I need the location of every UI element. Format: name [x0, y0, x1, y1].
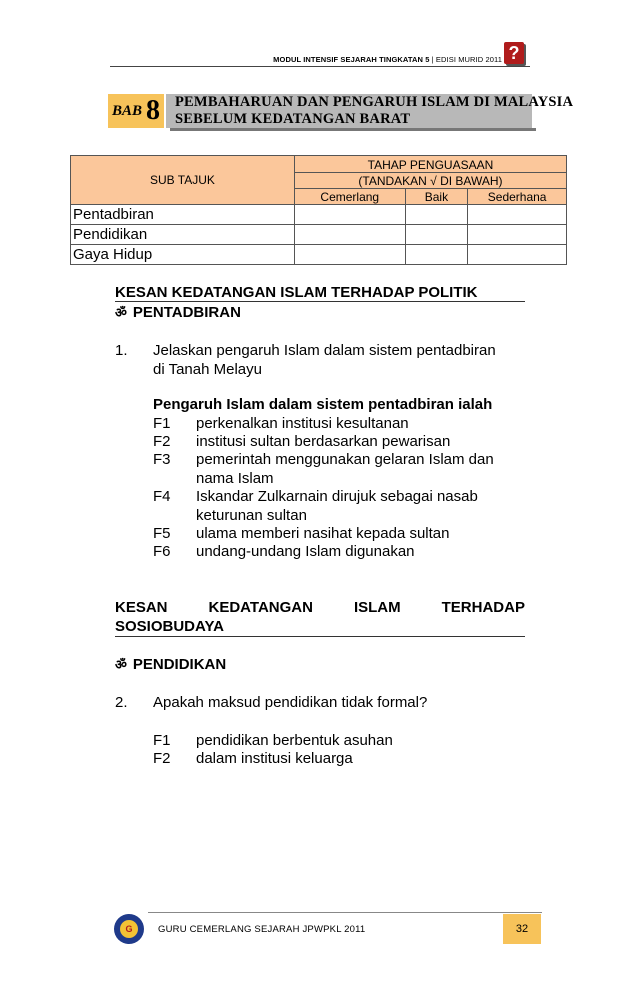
row-label: Gaya Hidup [71, 245, 295, 265]
checkbox-cell[interactable] [405, 205, 468, 225]
point-label: F1 [153, 732, 171, 749]
running-header [258, 55, 502, 64]
point-label: F5 [153, 525, 171, 542]
chapter-word: BAB [111, 102, 142, 119]
table-row [71, 225, 567, 245]
point-label: F3 [153, 451, 171, 468]
row-label: Pendidikan [71, 225, 295, 245]
point-text: perkenalkan institusi kesultanan [196, 415, 409, 432]
header-rule [110, 66, 530, 67]
chapter-title-bar [166, 94, 574, 128]
level-sederhana: Sederhana [468, 189, 567, 205]
point-text: undang-undang Islam digunakan [196, 543, 415, 560]
question-text-line1: Jelaskan pengaruh Islam dalam sistem pentadbiran [153, 342, 496, 359]
row-label: Pentadbiran [71, 205, 295, 225]
school-logo [114, 914, 144, 944]
heading-word: ISLAM [353, 599, 401, 616]
heading-word: TERHADAP [441, 599, 525, 616]
heading-word: KESAN [115, 599, 168, 616]
point-text: dalam institusi keluarga [196, 750, 353, 767]
table-row [71, 205, 567, 225]
checkbox-cell[interactable] [294, 225, 405, 245]
point-label: F2 [153, 433, 171, 450]
mastery-level-header: TAHAP PENGUASAAN [294, 156, 566, 173]
point-label: F2 [153, 750, 171, 767]
point-text-continued: nama Islam [196, 470, 274, 487]
chapter-title-line1: PEMBAHARUAN DAN PENGARUH ISLAM DI MALAYSIA [175, 94, 574, 110]
answer-heading: Pengaruh Islam dalam sistem pentadbiran ialah [153, 396, 493, 413]
heading-word: KEDATANGAN [208, 599, 313, 616]
point-text: ulama memberi nasihat kepada sultan [196, 525, 450, 542]
subheading-pendidikan [115, 655, 226, 674]
question-text-line2: di Tanah Melayu [153, 361, 262, 378]
logo-letter: G [120, 920, 138, 938]
question-text: Apakah maksud pendidikan tidak formal? [153, 694, 428, 711]
subheading-label: PENTADBIRAN [132, 304, 241, 321]
point-text: pendidikan berbentuk asuhan [196, 732, 393, 749]
point-label: F1 [153, 415, 171, 432]
section-heading-sosiobudaya [115, 598, 525, 617]
checkbox-cell[interactable] [468, 205, 567, 225]
checkbox-cell[interactable] [294, 245, 405, 265]
level-baik: Baik [405, 189, 468, 205]
section-rule [115, 636, 525, 637]
point-text: institusi sultan berdasarkan pewarisan [196, 433, 451, 450]
subheading-label: PENDIDIKAN [132, 656, 227, 673]
decorative-symbol-icon: ॐ [115, 657, 127, 672]
page-number: 32 [503, 914, 541, 944]
section-heading-politik: KESAN KEDATANGAN ISLAM TERHADAP POLITIK [115, 284, 478, 301]
level-cemerlang: Cemerlang [294, 189, 405, 205]
footer-rule [148, 912, 542, 913]
edition-label: EDISI MURID 2011 [435, 55, 502, 64]
checkbox-cell[interactable] [405, 225, 468, 245]
chapter-number: 8 [146, 95, 160, 126]
point-text: Iskandar Zulkarnain dirujuk sebagai nasab [196, 488, 478, 505]
question-number: 1. [115, 342, 128, 359]
section-heading-line2: SOSIOBUDAYA [115, 618, 224, 635]
module-title: MODUL INTENSIF SEJARAH TINGKATAN 5 [273, 55, 430, 64]
mastery-table [70, 155, 567, 265]
chapter-badge [108, 94, 164, 128]
question-mark-icon: ? [504, 42, 524, 64]
checkbox-cell[interactable] [294, 205, 405, 225]
checkbox-cell[interactable] [405, 245, 468, 265]
title-bar-shadow [170, 128, 536, 131]
section-rule [115, 301, 525, 302]
question-number: 2. [115, 694, 128, 711]
checkbox-cell[interactable] [468, 225, 567, 245]
table-row [71, 245, 567, 265]
subheading-pentadbiran [115, 303, 241, 322]
mastery-instruction: (TANDAKAN √ DI BAWAH) [294, 173, 566, 189]
decorative-symbol-icon: ॐ [115, 305, 127, 320]
footer-text: GURU CEMERLANG SEJARAH JPWPKL 2011 [158, 924, 366, 935]
point-label: F4 [153, 488, 171, 505]
point-label: F6 [153, 543, 171, 560]
header-separator: | [429, 55, 436, 64]
point-text: pemerintah menggunakan gelaran Islam dan [196, 451, 494, 468]
point-text-continued: keturunan sultan [196, 507, 307, 524]
checkbox-cell[interactable] [468, 245, 567, 265]
chapter-title-line2: SEBELUM KEDATANGAN BARAT [175, 111, 411, 127]
subtopic-header: SUB TAJUK [71, 156, 295, 205]
